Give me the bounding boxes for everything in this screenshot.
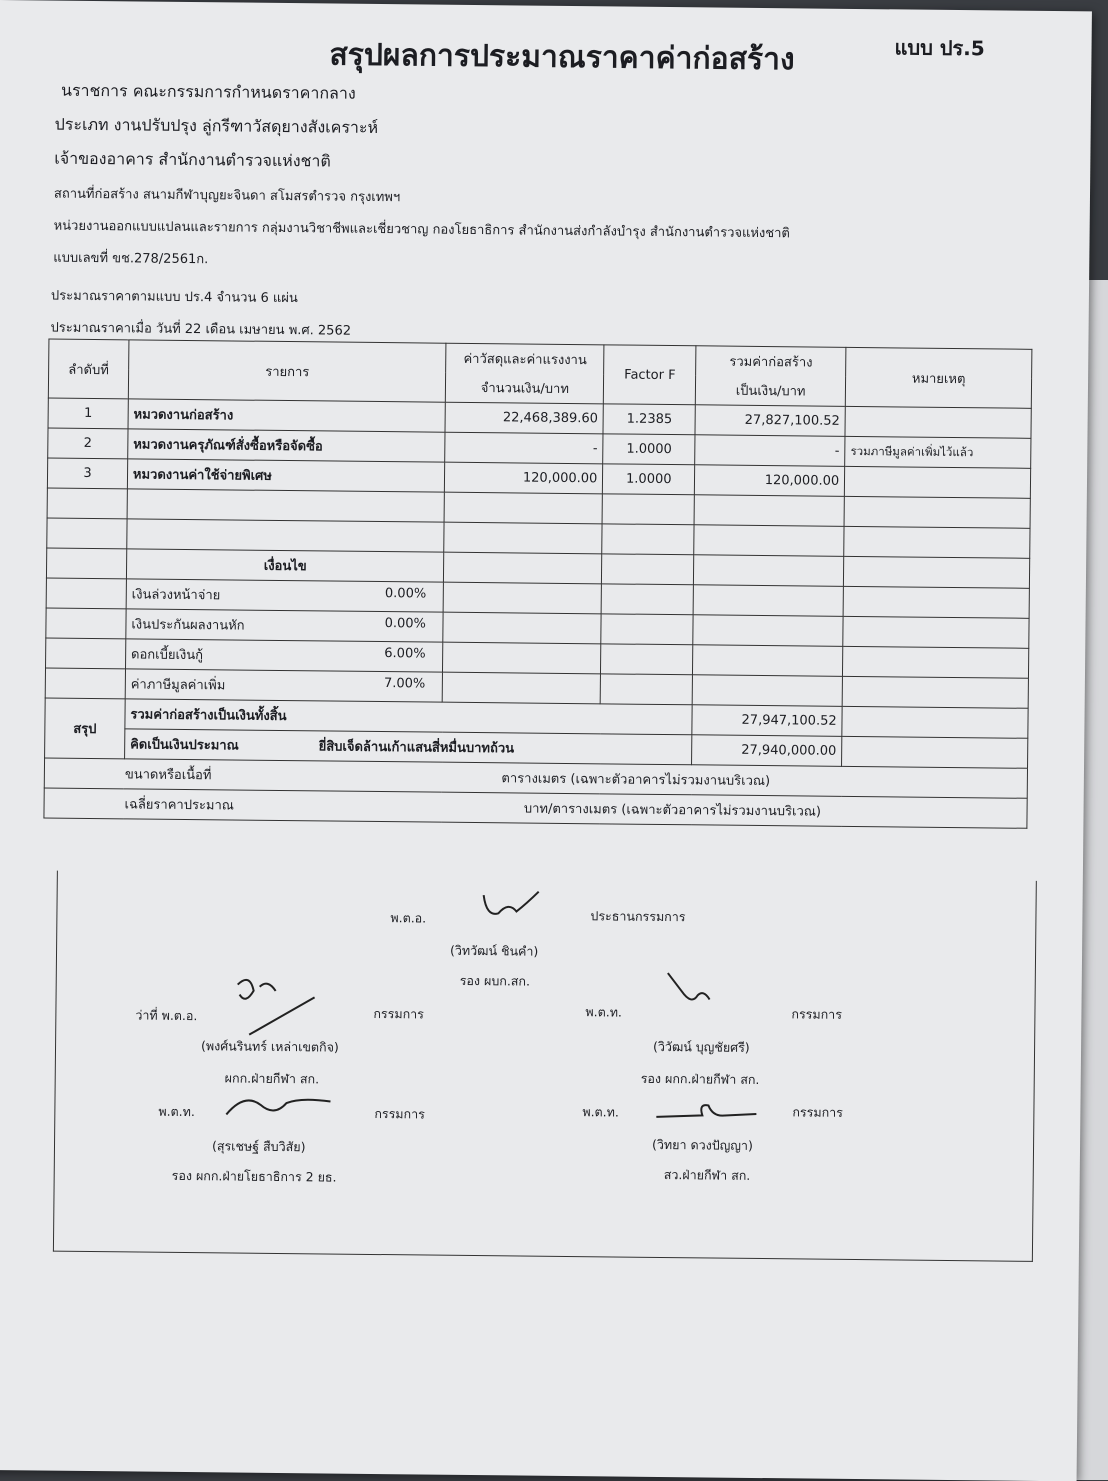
condition-value: 7.00% [383, 676, 426, 692]
col-header-cost-bottom: จำนวนเงิน/บาท [446, 373, 604, 404]
col-header-cost-top: ค่าวัสดุและค่าแรงงาน [446, 343, 604, 374]
form-code: แบบ ปร.5 [894, 35, 985, 61]
col-header-no: ลำดับที่ [48, 339, 129, 399]
area-label: ขนาดหรือเนื้อที่ [124, 767, 212, 784]
conditions-title: เงื่อนไข [126, 549, 444, 582]
chair-role: ประธานกรรมการ [590, 908, 686, 925]
member2-name: (วิวัฒน์ บุญชัยศรี) [652, 1038, 750, 1055]
member3-name: (สุรเชษฐ์ สืบวิสัย) [211, 1138, 306, 1155]
member2-role: กรรมการ [791, 1006, 843, 1022]
avg-label: เฉลี่ยราคาประมาณ [124, 797, 234, 814]
estimate-date-line: ประมาณราคาเมื่อ วันที่ 22 เดือน เมษายน พ.ศ. 2562 [50, 320, 352, 339]
rounded-total-value: 27,940,000.00 [692, 735, 842, 767]
row-total: 27,827,100.52 [695, 405, 845, 437]
row-total: 120,000.00 [695, 465, 845, 497]
condition-value: 0.00% [384, 586, 427, 602]
owner-line: เจ้าของอาคาร สำนักงานตำรวจแห่งชาติ [54, 148, 331, 171]
row-remark: รวมภาษีมูลค่าเพิ่มไว้แล้ว [845, 436, 1031, 468]
avg-unit: บาท/ตารางเมตร (เฉพาะตัวอาคารไม่รวมงานบริเวณ) [523, 801, 822, 820]
row-total: - [695, 435, 845, 467]
chair-signature [478, 883, 548, 924]
row-item: หมวดงานก่อสร้าง [128, 399, 446, 432]
member2-position: รอง ผกก.ฝ่ายกีฬา สก. [640, 1070, 760, 1088]
row-item: หมวดงานค่าใช้จ่ายพิเศษ [127, 459, 445, 492]
member4-name: (วิทยา ดวงปัญญา) [651, 1136, 753, 1153]
row-no: 3 [47, 458, 127, 489]
col-header-total-bottom: เป็นเงิน/บาท [696, 375, 846, 406]
col-header-item: รายการ [128, 340, 446, 402]
estimate-basis-line: ประมาณราคาตามแบบ ปร.4 จำนวน 6 แผ่น [50, 288, 298, 307]
member2-rank: พ.ต.ท. [585, 1004, 623, 1020]
drawing-no-line: แบบเลขที่ ขช.278/2561ก. [53, 250, 209, 268]
member3-rank: พ.ต.ท. [158, 1103, 195, 1120]
chair-name: (วิทวัฒน์ ชินคำ) [449, 942, 539, 959]
member1-signature [219, 964, 330, 1045]
member1-rank: ว่าที่ พ.ต.อ. [135, 1007, 198, 1024]
chair-rank: พ.ต.อ. [390, 910, 427, 926]
type-line: ประเภท งานปรับปรุง ลู่กรีฑาวัสดุยางสังเคราะห์ [54, 114, 379, 137]
summary-label: สรุป [45, 698, 126, 759]
member3-position: รอง ผกก.ฝ่ายโยธาธิการ 2 ยธ. [171, 1167, 337, 1185]
signature-box [53, 871, 1037, 1262]
condition-value: 6.00% [384, 646, 426, 662]
row-no: 2 [48, 428, 128, 459]
member4-signature [652, 1097, 762, 1128]
member1-role: กรรมการ [373, 1005, 425, 1022]
col-header-total-top: รวมค่าก่อสร้าง [696, 346, 846, 377]
row-cost: - [445, 432, 603, 464]
row-item: หมวดงานครุภัณฑ์สั่งซื้อหรือจัดซื้อ [128, 429, 446, 462]
condition-value: 0.00% [384, 616, 427, 632]
member3-role: กรรมการ [374, 1105, 425, 1122]
grand-total-label: รวมค่าก่อสร้างเป็นเงินทั้งสิ้น [125, 699, 693, 735]
chair-position: รอง ผบก.สก. [459, 972, 531, 989]
row-factor: 1.0000 [603, 434, 695, 465]
col-header-factor: Factor F [604, 345, 697, 405]
row-remark [845, 406, 1031, 438]
row-remark [845, 466, 1031, 498]
site-line: สถานที่ก่อสร้าง สนามกีฬาบุญยะจินดา สโมสรตำรวจ กรุงเทพฯ [53, 186, 401, 206]
member4-position: สว.ฝ่ายกีฬา สก. [663, 1167, 751, 1183]
member2-signature [657, 969, 728, 1020]
condition-label: ค่าภาษีมูลค่าเพิ่ม [130, 677, 226, 694]
member3-signature [220, 1086, 340, 1127]
condition-label: ดอกเบี้ยเงินกู้ [130, 647, 204, 664]
area-unit: ตารางเมตร (เฉพาะตัวอาคารไม่รวมงานบริเวณ) [501, 771, 771, 790]
designer-line: หน่วยงานออกแบบแปลนและรายการ กลุ่มงานวิชาชีพและเชี่ยวชาญ กองโยธาธิการ สำนักงานส่งกำลังบำรุง สำนักงานตำรวจแห่งชาติ [53, 218, 790, 242]
row-no: 1 [48, 398, 128, 429]
row-factor: 1.2385 [603, 404, 695, 435]
rounded-label: คิดเป็นเงินประมาณ [130, 737, 239, 754]
member4-role: กรรมการ [792, 1104, 844, 1120]
condition-label: เงินล่วงหน้าจ่าย [131, 587, 221, 604]
member1-position: ผกก.ฝ่ายกีฬา สก. [224, 1070, 320, 1087]
row-cost: 120,000.00 [445, 462, 603, 494]
row-cost: 22,468,389.60 [445, 402, 603, 434]
col-header-remark: หมายเหตุ [845, 347, 1031, 408]
document-title: สรุปผลการประมาณราคาค่าก่อสร้าง [329, 37, 795, 78]
member1-name: (พงศ์นรินทร์ เหล่าเขตกิจ) [200, 1038, 339, 1055]
member4-rank: พ.ต.ท. [582, 1104, 619, 1120]
rounded-words: ยี่สิบเจ็ดล้านเก้าแสนสี่หมื่นบาทถ้วน [318, 739, 515, 757]
grand-total-value: 27,947,100.52 [692, 705, 842, 737]
estimate-table [43, 339, 1032, 829]
agency-line: นราชการ คณะกรรมการกำหนดราคากลาง [60, 80, 356, 103]
row-factor: 1.0000 [603, 464, 695, 495]
condition-label: เงินประกันผลงานหัก [131, 617, 245, 634]
